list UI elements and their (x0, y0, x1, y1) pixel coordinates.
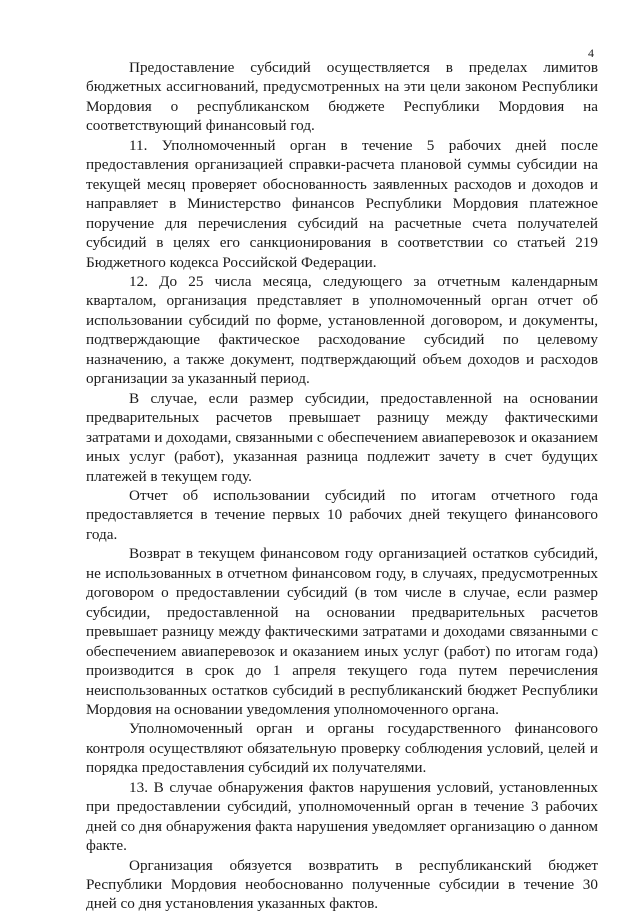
paragraph-return-obligation: Организация обязуется возвратить в республиканский бюджет Республики Мордовия необоснованно полученные субсидии в течение 30 дней со дня установления указанных фактов. (86, 856, 598, 913)
paragraph-clause-13: 13. В случае обнаружения фактов нарушения условий, установленных при предоставлении субсидий, уполномоченный орган в течение 3 рабочих дней со дня обнаружения факта нарушения уведомляет организацию о данном факте. (86, 778, 598, 855)
paragraph-refund-remainder: Возврат в текущем финансовом году организацией остатков субсидий, не использованных в отчетном финансовом году, в случаях, предусмотренных договором о предоставлении субсидий (в том числе в случае, если размер субсидии, предоставленной на основании предварительных расчетов превышает разницу между фактическими затратами и доходами связанными с обеспечением авиаперевозок и оказанием иных услуг (работ) по итогам года) производится в срок до 1 апреля текущего года путем перечисления неиспользованных остатков субсидий в республиканский бюджет Республики Мордовия на основании уведомления уполномоченного органа. (86, 545, 598, 718)
page-number: 4 (588, 46, 594, 60)
paragraph-annual-report: Отчет об использовании субсидий по итогам отчетного года предоставляется в течение первых 10 рабочих дней текущего финансового года. (86, 486, 598, 543)
paragraph-compliance-check: Уполномоченный орган и органы государственного финансового контроля осуществляют обязательную проверку соблюдения условий, целей и порядка предоставления субсидий их получателями. (86, 720, 598, 777)
paragraph-subsidy-excess: В случае, если размер субсидии, предоставленной на основании предварительных расчетов превышает разницу между фактическими затратами и доходами, связанными с обеспечением авиаперевозок и оказанием иных услуг (работ), указанная разница подлежит зачету в счет будущих платежей в текущем году. (86, 389, 598, 485)
paragraph-subsidy-limits: Предоставление субсидий осуществляется в пределах лимитов бюджетных ассигнований, предусмотренных на эти цели законом Республики Мордовия о республиканском бюджете Республики Мордовия на соответствующий финансовый год. (86, 59, 598, 135)
paragraph-clause-11: 11. Уполномоченный орган в течение 5 рабочих дней после предоставления организацией справки-расчета плановой суммы субсидии на текущей месяц проверяет обоснованность заявленных расходов и доходов и направляет в Министерство финансов Республики Мордовия платежное поручение для перечисления субсидий на расчетные счета получателей субсидий в целях его санкционирования в соответствии со статьей 219 Бюджетного кодекса Российской Федерации. (86, 136, 598, 271)
document-body (86, 58, 598, 914)
paragraph-clause-12: 12. До 25 числа месяца, следующего за отчетным календарным кварталом, организация представляет в уполномоченный орган отчет об использовании субсидий по форме, установленной договором, и документы, подтверждающие фактическое расходование субсидий по целевому назначению, а также документ, подтверждающий объем доходов и расходов организации за указанный период. (86, 272, 598, 388)
